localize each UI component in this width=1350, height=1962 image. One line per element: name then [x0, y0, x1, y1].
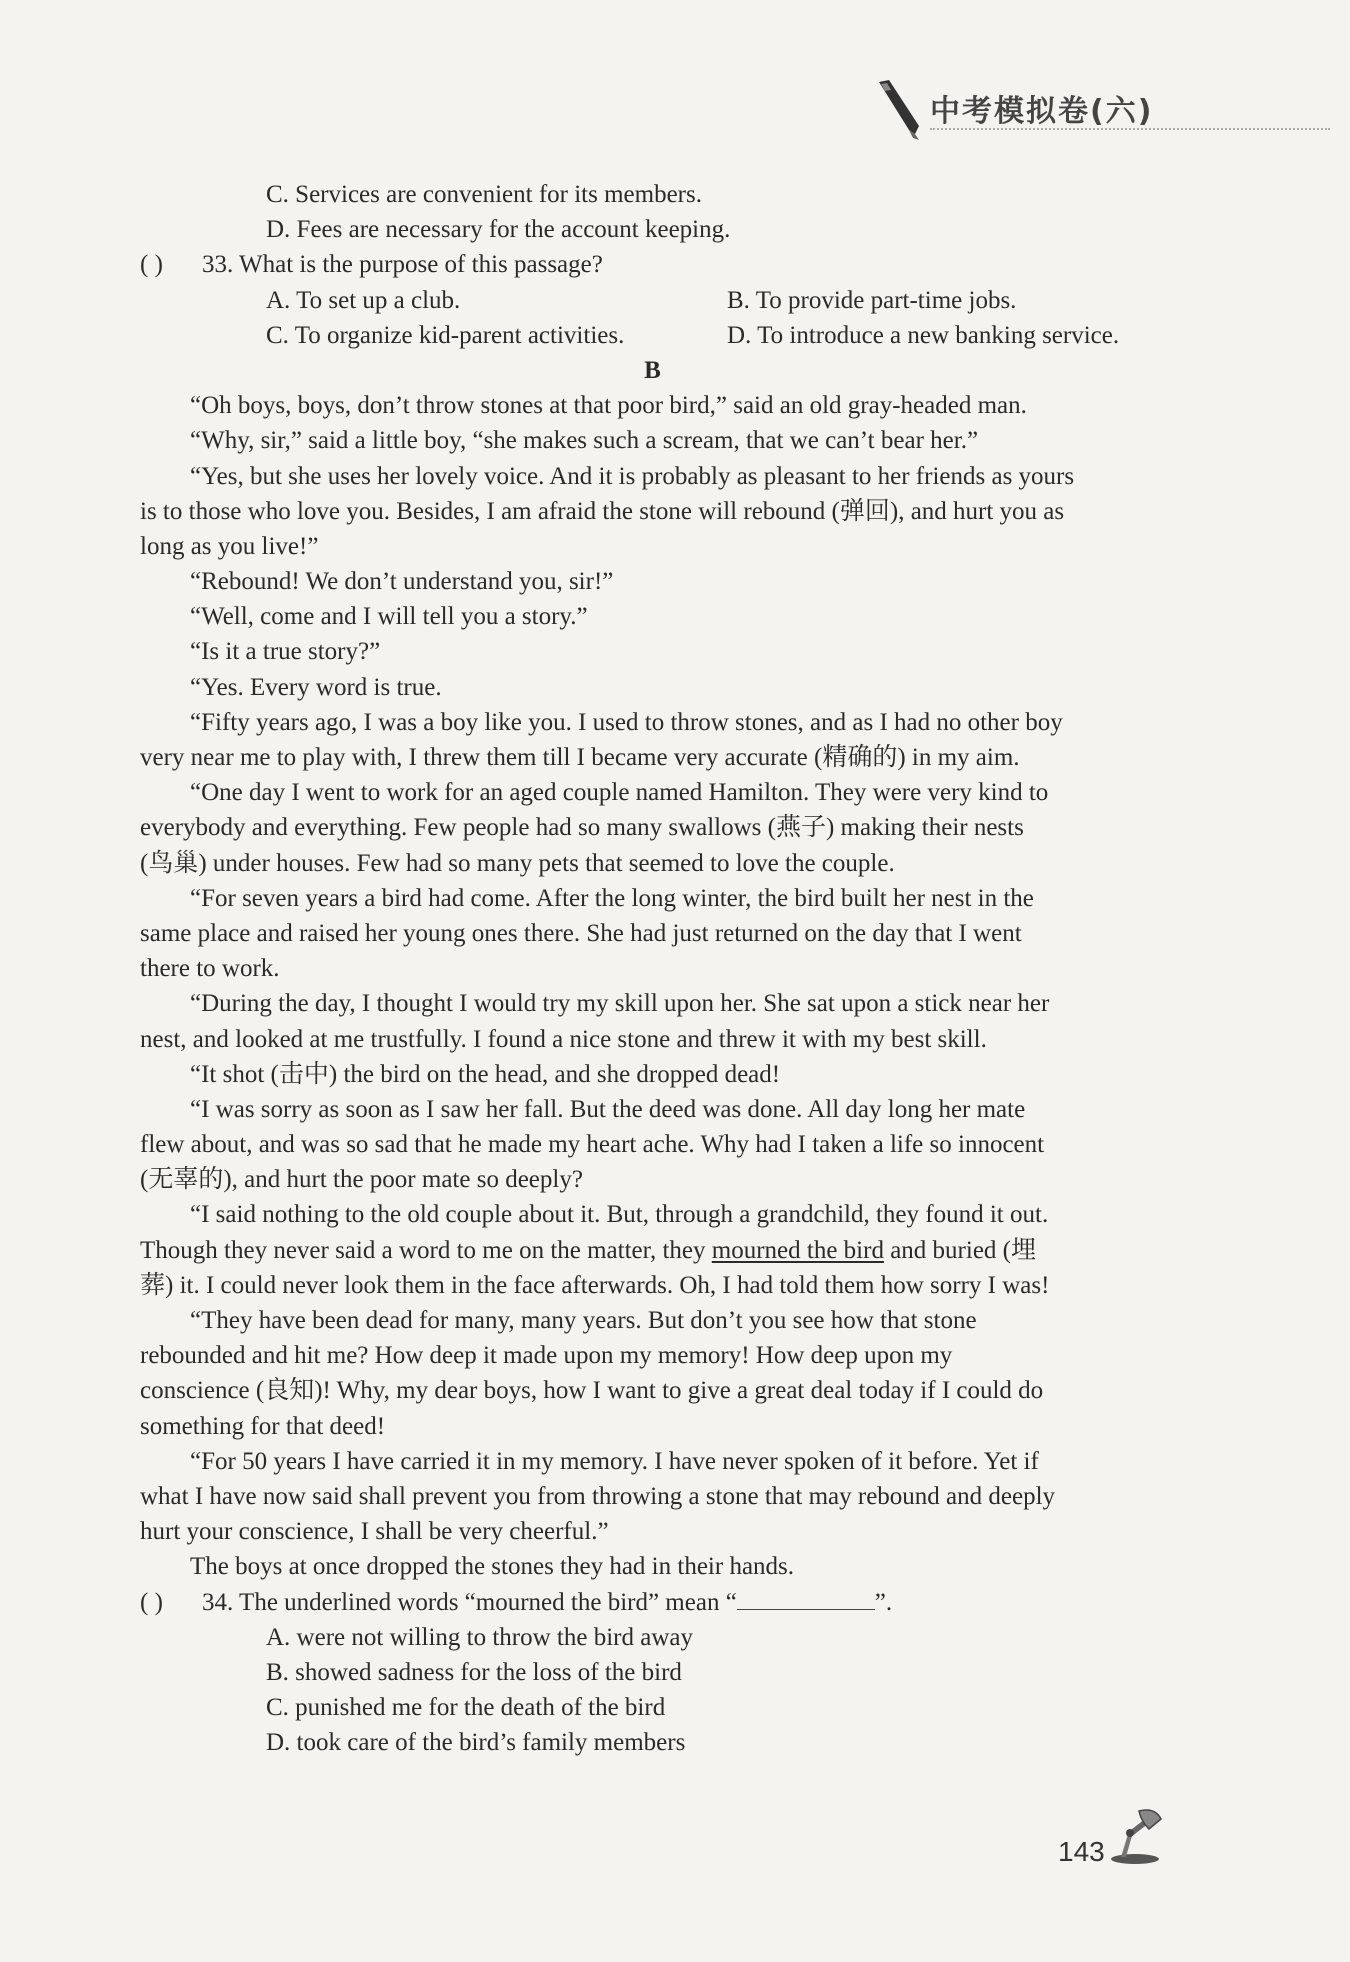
- answer-option: A. were not willing to throw the bird away: [266, 1623, 693, 1651]
- page-number: 143: [1058, 1836, 1105, 1867]
- paragraph-line: “One day I went to work for an aged couple named Hamilton. They were very kind to: [190, 779, 1049, 807]
- page-header: [875, 78, 1330, 138]
- paragraph-line: “It shot (击中) the bird on the head, and she dropped dead!: [190, 1060, 781, 1088]
- question-text: ”.: [874, 1588, 893, 1616]
- answer-option: A. To set up a club.: [266, 286, 461, 314]
- paragraph-line: rebounded and hit me? How deep it made upon my memory! How deep upon my: [140, 1342, 953, 1370]
- paragraph-line: “Yes, but she uses her lovely voice. And it is probably as pleasant to her friends as yours: [190, 462, 1075, 490]
- paragraph-line: “Why, sir,” said a little boy, “she makes such a scream, that we can’t bear her.”: [190, 427, 979, 455]
- header-title: 中考模拟卷(六): [930, 94, 1154, 129]
- question: [140, 247, 1165, 282]
- question: [140, 1585, 1165, 1620]
- desk-lamp-icon: [1105, 1805, 1165, 1865]
- paragraph-line: long as you live!”: [140, 532, 319, 560]
- paragraph-line: same place and raised her young ones there. She had just returned on the day that I went: [140, 919, 1022, 947]
- paragraph-line: “Is it a true story?”: [190, 638, 381, 666]
- paragraph-line: “For 50 years I have carried it in my memory. I have never spoken of it before. Yet if: [190, 1447, 1039, 1475]
- paragraph-line: “I was sorry as soon as I saw her fall. But the deed was done. All day long her mate: [190, 1095, 1026, 1123]
- answer-option: D. took care of the bird’s family members: [266, 1729, 686, 1757]
- paragraph-line: flew about, and was so sad that he made my heart ache. Why had I taken a life so innocent: [140, 1131, 1045, 1159]
- answer-option: C. Services are convenient for its members.: [266, 181, 702, 208]
- answer-option: C. punished me for the death of the bird: [266, 1694, 666, 1722]
- paragraph-line: what I have now said shall prevent you from throwing a stone that may rebound and deeply: [140, 1482, 1056, 1510]
- document-body: [140, 177, 1165, 1760]
- section-heading: B: [644, 356, 661, 384]
- text-run: Though they never said a word to me on the matter, they: [140, 1236, 712, 1264]
- paragraph-line: “Fifty years ago, I was a boy like you. I used to throw stones, and as I had no other boy: [190, 708, 1063, 736]
- underlined-phrase: mourned the bird: [711, 1236, 884, 1264]
- paragraph-line: “Rebound! We don’t understand you, sir!”: [190, 568, 614, 596]
- answer-bracket: ( ): [140, 251, 163, 279]
- header-rule: [930, 128, 1330, 130]
- answer-option: D. Fees are necessary for the account keeping.: [266, 216, 731, 244]
- pen-icon: [875, 78, 925, 143]
- paragraph-line: (无辜的), and hurt the poor mate so deeply?: [140, 1166, 583, 1194]
- answer-blank: [737, 1587, 875, 1610]
- answer-option: B. To provide part-time jobs.: [727, 286, 1017, 314]
- paragraph-line: is to those who love you. Besides, I am afraid the stone will rebound (弹回), and hurt you as: [140, 497, 1065, 525]
- answer-option-row: [140, 283, 1165, 318]
- answer-option: C. To organize kid-parent activities.: [266, 321, 625, 349]
- answer-option-row: [140, 318, 1165, 353]
- answer-option: B. showed sadness for the loss of the bird: [266, 1658, 682, 1686]
- answer-option: D. To introduce a new banking service.: [727, 321, 1120, 349]
- paragraph-line: The boys at once dropped the stones they had in their hands.: [190, 1553, 795, 1581]
- paragraph-line: nest, and looked at me trustfully. I found a nice stone and threw it with my best skill.: [140, 1025, 987, 1053]
- paragraph-line: very near me to play with, I threw them till I became very accurate (精确的) in my aim.: [140, 744, 1020, 771]
- paragraph-line: (鸟巢) under houses. Few had so many pets that seemed to love the couple.: [140, 849, 895, 877]
- paragraph-line: everybody and everything. Few people had so many swallows (燕子) making their nests: [140, 814, 1024, 842]
- paragraph-line: “I said nothing to the old couple about it. But, through a grandchild, they found it out.: [190, 1201, 1049, 1229]
- paragraph-line: something for that deed!: [140, 1412, 386, 1440]
- paragraph-line: conscience (良知)! Why, my dear boys, how I want to give a great deal today if I could do: [140, 1377, 1044, 1405]
- question-text: 33. What is the purpose of this passage?: [202, 251, 603, 279]
- question-text: 34. The underlined words “mourned the bird” mean “: [202, 1588, 737, 1616]
- paragraph-line: 葬) it. I could never look them in the face afterwards. Oh, I had told them how sorry I was!: [140, 1271, 1050, 1299]
- text-run: and buried (埋: [883, 1236, 1036, 1264]
- paragraph-line: “Well, come and I will tell you a story.”: [190, 603, 588, 631]
- paragraph-line: “Oh boys, boys, don’t throw stones at that poor bird,” said an old gray-headed man.: [190, 392, 1027, 420]
- paragraph-line: “For seven years a bird had come. After the long winter, the bird built her nest in the: [190, 884, 1034, 912]
- paragraph-line: hurt your conscience, I shall be very cheerful.”: [140, 1518, 609, 1546]
- paragraph-line: there to work.: [140, 955, 280, 983]
- paragraph-line: “Yes. Every word is true.: [190, 673, 442, 701]
- paragraph-line: “During the day, I thought I would try my skill upon her. She sat upon a stick near her: [190, 990, 1050, 1018]
- answer-bracket: ( ): [140, 1588, 163, 1616]
- paragraph-line: [140, 1233, 1165, 1268]
- paragraph-line: “They have been dead for many, many years. But don’t you see how that stone: [190, 1307, 977, 1334]
